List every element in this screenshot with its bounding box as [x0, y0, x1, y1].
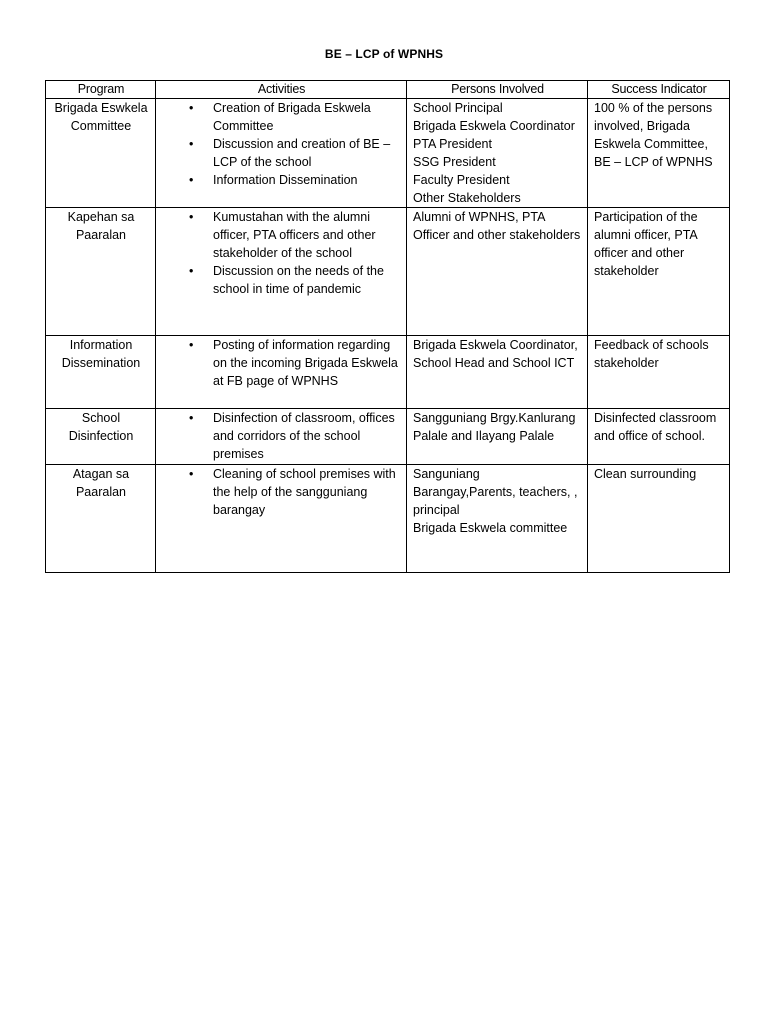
program-cell — [46, 409, 156, 465]
person-line: principal — [413, 503, 460, 517]
document-title: BE – LCP of WPNHS — [324, 47, 444, 61]
activity-item — [162, 135, 401, 171]
activity-line: officer, PTA officers and other — [213, 228, 376, 242]
persons-cell — [407, 465, 588, 573]
activity-line: on the incoming Brigada Eskwela — [213, 356, 398, 370]
activity-line: Cleaning of school premises with — [213, 467, 396, 481]
activity-item — [162, 465, 401, 519]
persons-cell — [407, 99, 588, 208]
person-line: School Principal — [413, 101, 503, 115]
activity-line: Information Dissemination — [213, 173, 358, 187]
program-line: Information — [69, 338, 133, 352]
activity-item — [162, 171, 401, 189]
activities-cell — [156, 409, 407, 465]
bullet-icon: • — [189, 338, 194, 352]
activity-line: stakeholder of the school — [213, 246, 352, 260]
activity-line: Discussion on the needs of the — [213, 264, 384, 278]
activity-line: Posting of information regarding — [213, 338, 391, 352]
program-cell — [46, 465, 156, 573]
activities-list — [162, 336, 401, 390]
header-activities: Activities — [156, 81, 407, 99]
person-line: SSG President — [413, 155, 496, 169]
person-line: Alumni of WPNHS, PTA — [413, 210, 546, 224]
indicator-line: Eskwela Committee, — [594, 137, 708, 151]
activity-line: Kumustahan with the alumni — [213, 210, 371, 224]
persons-cell — [407, 208, 588, 336]
activity-line: Committee — [213, 119, 274, 133]
activities-list — [162, 409, 401, 463]
table-row — [46, 99, 730, 208]
bullet-icon: • — [189, 264, 194, 278]
program-line: Kapehan sa — [67, 210, 135, 224]
persons-cell — [407, 336, 588, 409]
indicator-line: stakeholder — [594, 356, 659, 370]
indicator-cell — [588, 99, 730, 208]
activity-item — [162, 409, 401, 463]
indicator-line: and office of school. — [594, 429, 705, 443]
activity-line: and corridors of the school — [213, 429, 361, 443]
program-line: Paaralan — [75, 485, 127, 499]
indicator-line: alumni officer, PTA — [594, 228, 698, 242]
program-line: Atagan sa — [72, 467, 130, 481]
indicator-line: involved, Brigada — [594, 119, 690, 133]
person-line: Officer and other stakeholders — [413, 228, 581, 242]
activity-item — [162, 99, 401, 135]
table-row — [46, 208, 730, 336]
person-line: PTA President — [413, 137, 492, 151]
table-header — [46, 81, 730, 99]
activities-list — [162, 99, 401, 189]
person-line: Brigada Eskwela Coordinator — [413, 119, 575, 133]
indicator-cell — [588, 336, 730, 409]
activity-line: barangay — [213, 503, 266, 517]
program-line: Dissemination — [61, 356, 141, 370]
activities-cell — [156, 99, 407, 208]
person-line: Brigada Eskwela committee — [413, 521, 568, 535]
header-row — [46, 81, 730, 99]
program-line: Paaralan — [75, 228, 127, 242]
activity-line: Disinfection of classroom, offices — [213, 411, 395, 425]
bullet-icon: • — [189, 137, 194, 151]
activity-line: LCP of the school — [213, 155, 312, 169]
person-line: School Head and School ICT — [413, 356, 575, 370]
program-line: School — [81, 411, 121, 425]
activity-line: the help of the sangguniang — [213, 485, 368, 499]
program-cell — [46, 208, 156, 336]
header-success-indicator: Success Indicator — [588, 81, 730, 99]
indicator-line: 100 % of the persons — [594, 101, 713, 115]
indicator-cell — [588, 465, 730, 573]
program-cell — [46, 336, 156, 409]
indicator-line: Feedback of schools — [594, 338, 709, 352]
indicator-line: Participation of the — [594, 210, 698, 224]
person-line: Barangay,Parents, teachers, , — [413, 485, 578, 499]
header-program: Program — [46, 81, 156, 99]
table-row — [46, 465, 730, 573]
activity-item — [162, 208, 401, 262]
activity-line: at FB page of WPNHS — [213, 374, 339, 388]
table-row — [46, 409, 730, 465]
activity-item — [162, 336, 401, 390]
indicator-line: officer and other — [594, 246, 685, 260]
activities-cell — [156, 465, 407, 573]
bullet-icon: • — [189, 467, 194, 481]
program-table — [45, 80, 730, 573]
indicator-line: BE – LCP of WPNHS — [594, 155, 713, 169]
bullet-icon: • — [189, 101, 194, 115]
bullet-icon: • — [189, 210, 194, 224]
bullet-icon: • — [189, 411, 194, 425]
person-line: Brigada Eskwela Coordinator, — [413, 338, 578, 352]
indicator-line: stakeholder — [594, 264, 659, 278]
program-line: Disinfection — [68, 429, 134, 443]
indicator-line: Clean surrounding — [594, 467, 697, 481]
program-line: Committee — [70, 119, 132, 133]
table-row — [46, 336, 730, 409]
activities-list — [162, 208, 401, 298]
person-line: Other Stakeholders — [413, 191, 521, 205]
indicator-line: Disinfected classroom — [594, 411, 717, 425]
person-line: Sanguniang — [413, 467, 480, 481]
activity-line: premises — [213, 447, 264, 461]
activities-cell — [156, 208, 407, 336]
activity-line: school in time of pandemic — [213, 282, 361, 296]
person-line: Sangguniang Brgy.Kanlurang — [413, 411, 576, 425]
activity-line: Creation of Brigada Eskwela — [213, 101, 371, 115]
header-persons-involved: Persons Involved — [407, 81, 588, 99]
person-line: Palale and Ilayang Palale — [413, 429, 555, 443]
activity-line: Discussion and creation of BE – — [213, 137, 391, 151]
activities-cell — [156, 336, 407, 409]
activity-item — [162, 262, 401, 298]
indicator-cell — [588, 409, 730, 465]
activities-list — [162, 465, 401, 519]
person-line: Faculty President — [413, 173, 510, 187]
indicator-cell — [588, 208, 730, 336]
program-cell — [46, 99, 156, 208]
bullet-icon: • — [189, 173, 194, 187]
persons-cell — [407, 409, 588, 465]
program-line: Brigada Eswkela — [54, 101, 148, 115]
